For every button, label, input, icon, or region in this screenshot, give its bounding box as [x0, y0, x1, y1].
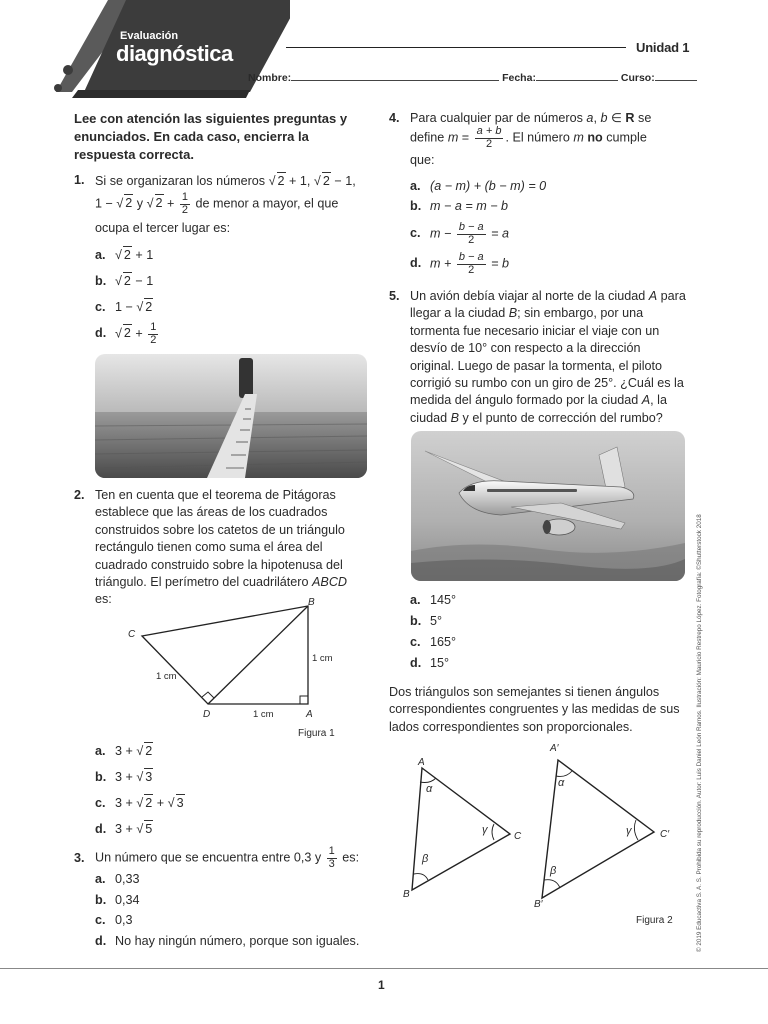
- q4-line1: Para cualquier par de números a, b ∈ R se: [410, 111, 652, 125]
- fig2-caption: Figura 2: [636, 915, 673, 926]
- fig2-alpha: α: [426, 783, 433, 795]
- fig2-label-b: B: [403, 889, 410, 900]
- fig1-side-cd: 1 cm: [156, 671, 177, 682]
- figure-1: [120, 596, 350, 744]
- header-rule: [286, 47, 626, 48]
- fig2-label-b-prime: B′: [534, 899, 543, 910]
- fig2-label-a: A: [418, 757, 425, 768]
- instructions: Lee con atención las siguientes preguntas y enunciados. En cada caso, encierra la respuesta correcta.: [74, 111, 348, 163]
- fig1-side-da: 1 cm: [253, 709, 274, 720]
- q4-option-d[interactable]: d. m + $\frac{b - a}{2}$ = b: [410, 251, 509, 276]
- page-number: 1: [378, 978, 385, 992]
- q4-line3: que:: [410, 153, 435, 167]
- copyright-vertical: © 2019 Educactiva S. A. S. Prohibida su reproducción. Autor: Luis Daniel León Ramos. Ilustración: Mauricio Restrepo López. Fotografía: ©Shutterstock 2018: [696, 514, 703, 952]
- curso-label: Curso:: [620, 72, 655, 84]
- q5-option-c[interactable]: c. 165°: [410, 635, 457, 649]
- figure-2: [400, 752, 685, 922]
- unit-label: Unidad 1: [636, 40, 690, 55]
- q5-option-d[interactable]: d. 15°: [410, 656, 450, 670]
- q2-option-d[interactable]: d. 3 + √ 5: [95, 820, 153, 838]
- fig1-label-b: B: [308, 597, 315, 608]
- nombre-field[interactable]: [291, 71, 499, 81]
- q1-line3: ocupa el tercer lugar es:: [95, 221, 231, 235]
- q5-option-a[interactable]: a. 145°: [410, 593, 457, 607]
- q2-option-b[interactable]: b. 3 + √ 3: [95, 768, 153, 786]
- q1-option-b[interactable]: b. √ 2 − 1: [95, 272, 153, 290]
- q4-option-c[interactable]: c. m − $\frac{b - a}{2}$ = a: [410, 221, 509, 246]
- q3-option-a[interactable]: a. 0,33: [95, 872, 140, 886]
- banner-diag: diagnóstica: [116, 41, 233, 66]
- nombre-label: Nombre:: [248, 72, 292, 84]
- q1-line1: Si se organizaran los números √ 2 + 1, √ 2 − 1,: [95, 172, 356, 190]
- fig2-label-a-prime: A′: [550, 743, 559, 754]
- fecha-field[interactable]: [536, 71, 618, 81]
- q4-number: 4.: [389, 111, 400, 125]
- curso-field[interactable]: [655, 71, 697, 81]
- q3-number: 3.: [74, 851, 85, 865]
- q3-option-c[interactable]: c. 0,3: [95, 913, 133, 927]
- q2-option-c[interactable]: c. 3 + √ 2 + √ 3: [95, 794, 185, 812]
- fig1-label-c: C: [128, 629, 136, 640]
- q1-number: 1.: [74, 173, 85, 187]
- q2-number: 2.: [74, 488, 85, 502]
- airplane-photo: [411, 431, 685, 581]
- q2-option-a[interactable]: a. 3 + √ 2: [95, 742, 153, 760]
- q5-number: 5.: [389, 289, 400, 303]
- fecha-label: Fecha:: [502, 72, 536, 84]
- q4-option-a[interactable]: a. (a − m) + (b − m) = 0: [410, 179, 547, 193]
- q1-option-c[interactable]: c. 1 − √ 2: [95, 298, 153, 316]
- q3-option-d[interactable]: d. No hay ningún número, porque son iguales.: [95, 934, 360, 948]
- fig1-caption: Figura 1: [298, 728, 335, 739]
- fig2-label-c: C: [514, 831, 522, 842]
- fig2-gamma: γ: [482, 824, 488, 836]
- q5-option-b[interactable]: b. 5°: [410, 614, 443, 628]
- fig2-alpha-prime: α: [558, 777, 565, 789]
- q1-option-d[interactable]: d. √ 2 + $\frac{1}{2}$: [95, 321, 157, 346]
- similarity-text: Dos triángulos son semejantes si tienen ángulos correspondientes congruentes y las medidas de sus lados correspondientes son proporcionales.: [389, 685, 680, 734]
- fig2-label-c-prime: C′: [660, 829, 670, 840]
- q1-half-fraction: $\frac{1}{2}$: [181, 191, 189, 216]
- q4-option-b[interactable]: b. m − a = m − b: [410, 199, 509, 213]
- fig2-beta-prime: β: [550, 865, 557, 877]
- fig1-label-a: A: [306, 709, 313, 720]
- q4-line2: define m = $\frac{a + b}{2}$ . El número m no cumple: [410, 125, 647, 150]
- fig1-label-d: D: [203, 709, 211, 720]
- q2-text: Ten en cuenta que el teorema de Pitágoras establece que las áreas de los cuadrados construidos sobre los catetos de un triángulo rectángulo tienen como suma el área del cuadrado construido sobre la hipotenusa del triángulo. El perímetro del cuadrilátero ABCD es:: [95, 488, 348, 607]
- header-fields: [248, 71, 697, 85]
- footer-rule: [0, 968, 768, 969]
- ruler-photo: [95, 354, 367, 478]
- fig2-gamma-prime: γ: [626, 825, 632, 837]
- q1-option-a[interactable]: a. √ 2 + 1: [95, 246, 153, 264]
- q3-option-b[interactable]: b. 0,34: [95, 893, 140, 907]
- q5-text: Un avión debía viajar al norte de la ciudad A para llegar a la ciudad B; sin embargo, por una tormenta fue necesario iniciar el viaje con un desvío de 10° con respecto a la dirección original. Luego de pasar la tormenta, el piloto corrigió su rumbo con un giro de 25°. ¿Cuál es la medida del ángulo formado por la ciudad A, la ciudad B y el punto de corrección del rumbo?: [410, 289, 686, 425]
- q3-text: Un número que se encuentra entre 0,3 y $\frac{1}{3}$ es:: [95, 845, 360, 870]
- fig2-beta: β: [422, 853, 429, 865]
- banner-eval: Evaluación: [120, 30, 179, 42]
- fig1-side-ab: 1 cm: [312, 653, 333, 664]
- q1-line2: 1 − √ 2 y √ 2 + $\frac{1}{2}$ de menor a mayor, el que: [95, 191, 339, 216]
